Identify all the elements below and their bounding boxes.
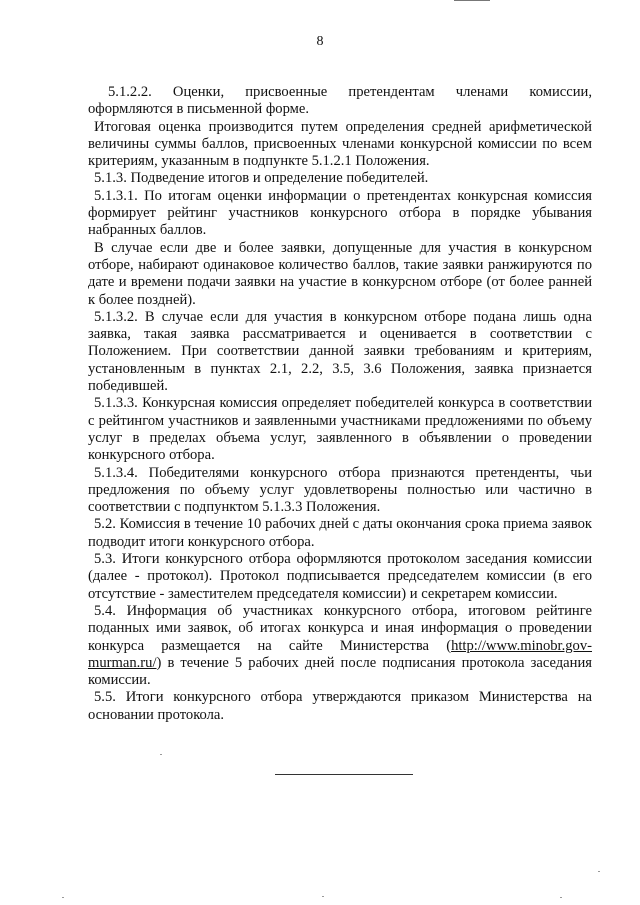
closing-rule — [275, 774, 413, 775]
paragraph-5-4 — [88, 603, 592, 689]
ministry-site-link[interactable]: http://www.minobr.gov-murman.ru/ — [88, 637, 592, 671]
paragraph-itog-otsenka: Итоговая оценка производится путем определения средней арифметической величины суммы баллов, присвоенных членами конкурсной комиссии по всем критериям, указанным в подпункте 5.1.2.1 Положения. — [88, 118, 592, 170]
paragraph-5-1-3-1: 5.1.3.1. По итогам оценки информации о претендентах конкурсная комиссия формирует рейтинг участников конкурсного отбора в порядке убывания набранных баллов. — [88, 187, 592, 239]
paragraph-5-3: 5.3. Итоги конкурсного отбора оформляются протоколом заседания комиссии (далее - протокол). Протокол подписывается председателем комиссии (в его отсутствие - заместителем председателя комиссии) и секретарем комиссии. — [88, 551, 592, 602]
paragraph-5-1-3-2: 5.1.3.2. В случае если для участия в конкурсном отборе подана лишь одна заявка, такая заявка рассматривается и оценивается в соответствии с Положением. При соответствии данной заявки требованиям и критериям, установленным в пунктах 2.1, 2.2, 3.5, 3.6 Положения, заявка признается победившей. — [88, 308, 592, 395]
scan-speck — [560, 897, 562, 898]
paragraph-ravnye-bally: В случае если две и более заявки, допущенные для участия в конкурсном отборе, набирают одинаковое количество баллов, такие заявки ранжируются по дате и времени подачи заявки на участие в конкурсном отборе (от более ранней к более поздней). — [88, 239, 592, 308]
scan-speck — [62, 897, 64, 898]
paragraph-5-2: 5.2. Комиссия в течение 10 рабочих дней с даты окончания срока приема заявок подводит итоги конкурсного отбора. — [88, 516, 592, 550]
paragraph-5-1-3-4: 5.1.3.4. Победителями конкурсного отбора признаются претенденты, чьи предложения по объему услуг удовлетворены полностью или частично в соответствии с подпунктом 5.1.3.3 Положения. — [88, 464, 592, 516]
scan-speck — [598, 871, 600, 872]
scan-speck — [160, 754, 162, 755]
paragraph-5-1-3: 5.1.3. Подведение итогов и определение победителей. — [94, 170, 429, 187]
paragraph-5-4-after: ) в течение 5 рабочих дней после подписания протокола заседания комиссии. — [88, 654, 592, 689]
paragraph-5-5: 5.5. Итоги конкурсного отбора утверждаются приказом Министерства на основании протокола. — [88, 689, 592, 723]
document-body — [88, 84, 592, 724]
paragraph-5-1-2-2: 5.1.2.2. Оценки, присвоенные претендентам членами комиссии, оформляются в письменной форме. — [88, 84, 592, 118]
scan-speck — [322, 896, 324, 897]
paragraph-5-4-before: 5.4. Информация об участниках конкурсного отбора, итоговом рейтинге поданных ими заявок, об итогах конкурса и иная информация о проведении конкурса размещается на сайте Министерства ( — [88, 602, 592, 654]
paragraph-5-1-3-3: 5.1.3.3. Конкурсная комиссия определяет победителей конкурса в соответствии с рейтингом участников и заявленными участниками предложениями по объему услуг в пределах объема услуг, заявленного в объявлении о проведении конкурсного отбора. — [88, 395, 592, 464]
top-edge-rule — [454, 0, 490, 1]
page-number: 8 — [316, 34, 324, 49]
